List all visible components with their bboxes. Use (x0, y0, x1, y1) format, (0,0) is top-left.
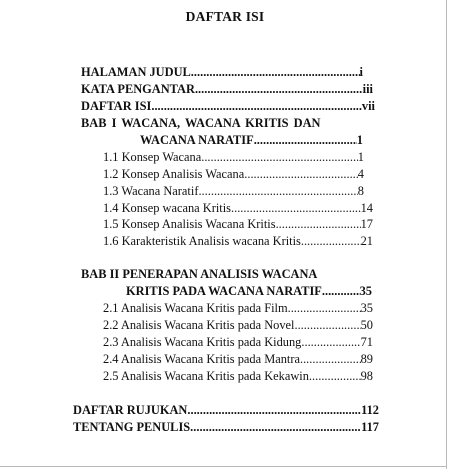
toc-entry-label: 1.4 Konsep wacana Kritis (103, 201, 232, 215)
toc-entry-page: 89 (360, 352, 373, 366)
toc-entry-page: 21 (360, 234, 373, 248)
chapter-2-heading-line1[interactable]: BAB II PENERAPAN ANALISIS WACANA (81, 267, 318, 281)
toc-entry-label: WACANA NARATIF (140, 133, 254, 147)
toc-leader-dots (231, 200, 361, 216)
toc-entry-page: 1 (356, 133, 363, 147)
toc-entry-2-1[interactable] (103, 300, 373, 316)
toc-entry-label: 2.1 Analisis Wacana Kritis pada Film (103, 301, 288, 315)
toc-entry-page: 35 (360, 301, 373, 315)
toc-entry-label: 1.3 Wacana Naratif (103, 184, 199, 198)
toc-leader-dots (191, 64, 360, 80)
toc-entry-halaman-judul[interactable] (81, 64, 363, 80)
toc-leader-dots (276, 216, 361, 232)
toc-leader-dots (301, 334, 360, 350)
toc-entry-2-2[interactable] (103, 317, 373, 333)
toc-entry-label: 2.5 Analisis Wacana Kritis pada Kekawin (103, 369, 309, 383)
toc-entry-label: 2.3 Analisis Wacana Kritis pada Kidung (103, 335, 302, 349)
toc-entry-daftar-rujukan[interactable] (73, 402, 379, 418)
toc-entry-label: TENTANG PENULIS (73, 420, 191, 434)
toc-entry-1-1[interactable] (103, 149, 364, 165)
toc-entry-2-5[interactable] (103, 368, 373, 384)
toc-entry-tentang-penulis[interactable] (73, 419, 379, 435)
toc-entry-daftar-isi[interactable] (81, 98, 375, 114)
toc-entry-label: KATA PENGANTAR (81, 82, 195, 96)
toc-leader-dots (244, 166, 358, 182)
toc-entry-label: 1.5 Konsep Analisis Wacana Kritis (103, 217, 276, 231)
toc-entry-1-3[interactable] (103, 183, 364, 199)
page-right-edge (446, 0, 447, 469)
toc-entry-label: 1.1 Konsep Wacana (103, 150, 202, 164)
toc-leader-dots (294, 317, 360, 333)
toc-entry-label: DAFTAR ISI (81, 99, 152, 113)
page-title: DAFTAR ISI (185, 9, 265, 24)
toc-entry-page: 98 (360, 369, 373, 383)
toc-entry-label: 1.6 Karakteristik Analisis wacana Kritis (103, 234, 301, 248)
toc-entry-label: KRITIS PADA WACANA NARATIF (126, 284, 322, 298)
toc-entry-label: 2.4 Analisis Wacana Kritis pada Mantra (103, 352, 300, 366)
toc-leader-dots (309, 368, 361, 384)
toc-entry-2-4[interactable] (103, 351, 373, 367)
toc-entry-page: 4 (357, 167, 364, 181)
toc-entry-page: 14 (360, 201, 373, 215)
toc-entry-page: vii (361, 99, 375, 113)
toc-entry-page: 71 (360, 335, 373, 349)
toc-leader-dots (198, 183, 357, 199)
toc-entry-chapter-1[interactable] (140, 132, 363, 148)
toc-entry-label: DAFTAR RUJUKAN (73, 403, 188, 417)
toc-leader-dots (187, 402, 361, 418)
toc-entry-1-6[interactable] (103, 233, 373, 249)
toc-entry-page: i (359, 65, 363, 79)
toc-entry-page: 17 (360, 217, 373, 231)
toc-entry-kata-pengantar[interactable] (81, 81, 373, 97)
toc-entry-2-3[interactable] (103, 334, 373, 350)
toc-entry-1-4[interactable] (103, 200, 373, 216)
toc-leader-dots (300, 351, 361, 367)
toc-entry-page: 50 (360, 318, 373, 332)
toc-leader-dots (322, 283, 360, 299)
toc-leader-dots (288, 300, 361, 316)
toc-entry-page: iii (362, 82, 373, 96)
toc-entry-1-5[interactable] (103, 216, 373, 232)
toc-leader-dots (190, 419, 361, 435)
chapter-1-heading-line1[interactable]: BAB I WACANA, WACANA KRITIS DAN (81, 116, 321, 130)
toc-entry-page: 117 (361, 420, 379, 434)
toc-leader-dots (195, 81, 363, 97)
toc-entry-chapter-2[interactable] (126, 283, 372, 299)
toc-leader-dots (301, 233, 361, 249)
toc-entry-label: 1.2 Konsep Analisis Wacana (103, 167, 245, 181)
toc-leader-dots (201, 149, 358, 165)
page-bottom-edge (0, 466, 447, 467)
toc-entry-label: HALAMAN JUDUL (81, 65, 191, 79)
toc-entry-page: 8 (357, 184, 364, 198)
toc-entry-label: 2.2 Analisis Wacana Kritis pada Novel (103, 318, 295, 332)
toc-entry-page: 112 (361, 403, 379, 417)
toc-entry-1-2[interactable] (103, 166, 364, 182)
toc-entry-page: 1 (357, 150, 364, 164)
toc-leader-dots (151, 98, 362, 114)
toc-leader-dots (254, 132, 357, 148)
toc-entry-page: 35 (359, 284, 372, 298)
